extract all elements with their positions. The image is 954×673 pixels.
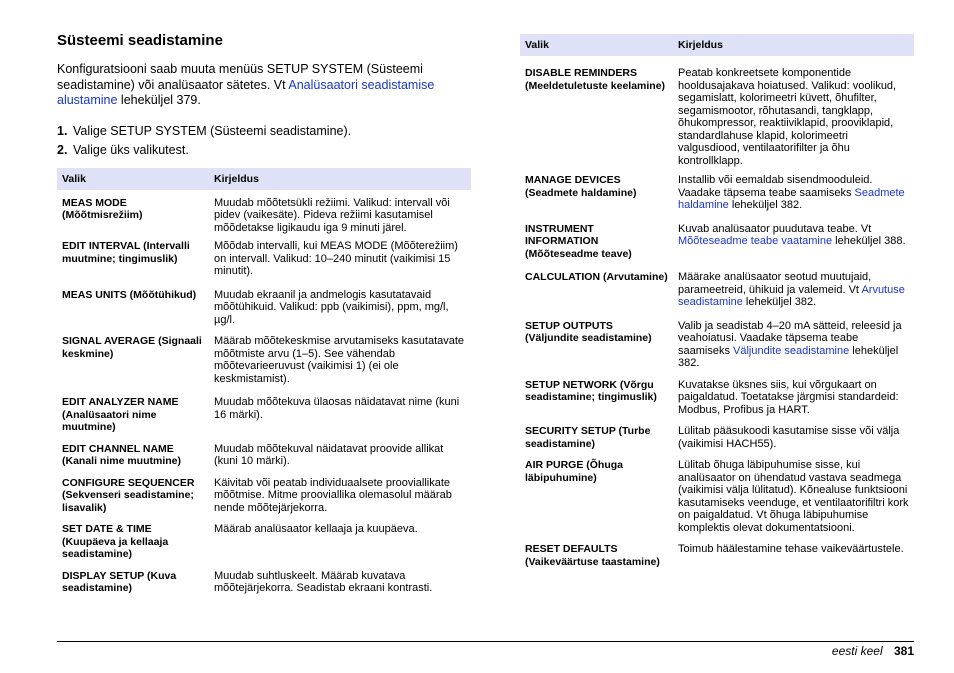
option-description: Muudab ekraanil ja andmelogis kasutatavaid mõõtühikuid. Valikud: ppb (vaikimisi), ppm, mg/l, µg/l. xyxy=(214,288,449,326)
option-description: Mõõdab intervalli, kui MEAS MODE (Mõõterežiim) on intervall. Valikud: 10–240 minutit (vaikimisi 15 minutit). xyxy=(214,240,458,277)
option-description xyxy=(673,212,914,261)
option-description xyxy=(673,260,914,309)
description-text: Kuvab analüsaator puudutava teabe. Vt xyxy=(678,222,872,235)
cross-reference-link[interactable]: Arvutuse seadistamine xyxy=(678,283,905,308)
step-text: Valige üks valikutest. xyxy=(73,142,189,157)
option-name: INSTRUMENT INFORMATION (Mõõteseadme teave) xyxy=(525,222,632,260)
description-text-after: leheküljel 382. xyxy=(728,199,803,211)
option-name: CALCULATION (Arvutamine) xyxy=(525,271,668,283)
description-text-after: leheküljel 382. xyxy=(742,296,817,308)
intro-text-after: leheküljel 379. xyxy=(117,93,201,107)
page-footer xyxy=(832,644,914,658)
steps-list xyxy=(57,123,471,158)
page-number: 381 xyxy=(893,644,914,658)
table-row xyxy=(57,326,471,385)
option-description: Lülitab õhuga läbipuhumise sisse, kui analüsaator on ühendatud vastava seadmega (vaikimisi välja lülitatud). Kõnealuse funktsiooni kasutamiseks veenduge, et ventilaatorifiltri kork on paigaldatud. Vt õhuga läbipuhumise komplektis olevat dokumentatsiooni. xyxy=(678,459,909,534)
option-description: Toimub häälestamine tehase vaikeväärtustele. xyxy=(678,543,904,555)
step-text: Valige SETUP SYSTEM (Süsteemi seadistamine). xyxy=(73,123,352,138)
table-row xyxy=(57,190,471,235)
description-text: Installib või eemaldab sisendmooduleid. Vaadake täpsema teabe saamiseks xyxy=(678,174,873,199)
intro-text: Konfiguratsiooni saab muuta menüüs SETUP SYSTEM (Süsteemi seadistamine) või analüsaator sätetes. Vt xyxy=(57,62,423,92)
options-table-left xyxy=(57,168,471,595)
description-text: Valib ja seadistab 4–20 mA sätteid, releesid ja veahoiatusi. Vaadake täpsema teabe saamiseks xyxy=(678,319,902,357)
footer-language: eesti keel xyxy=(831,644,883,658)
table-row xyxy=(520,309,914,370)
cross-reference-link[interactable]: Väljundite seadistamine xyxy=(733,344,850,357)
table-row xyxy=(57,434,471,468)
option-description: Muudab mõõtekuval näidatavat proovide allikat (kuni 10 märki). xyxy=(214,442,444,467)
option-description: Määrab mõõtekeskmise arvutamiseks kasutatavate mõõtmiste arvu (1–5). See vähendab mõõtevarieeruvust (vaikimisi 1) (ei ole keskmistamist). xyxy=(214,335,465,385)
option-description xyxy=(673,167,914,212)
step-number: 2. xyxy=(57,142,68,157)
table-row xyxy=(520,370,914,417)
option-name: SECURITY SETUP (Turbe seadistamine) xyxy=(525,425,651,450)
description-text-after: leheküljel 388. xyxy=(832,235,906,247)
table-row xyxy=(57,385,471,434)
option-name: MANAGE DEVICES (Seadmete haldamine) xyxy=(525,174,637,199)
option-description xyxy=(673,309,914,370)
cross-reference-link[interactable]: Mõõteseadme teabe vaatamine xyxy=(678,235,833,247)
header-description: Kirjeldus xyxy=(209,168,471,190)
description-text: Määrake analüsaator seotud muutujaid, parameetreid, ühikuid ja valemeid. Vt xyxy=(678,271,872,296)
option-name: MEAS MODE (Mõõtmisrežiim) xyxy=(62,196,143,221)
option-name: SETUP NETWORK (Võrgu seadistamine; tingimuslik) xyxy=(525,378,657,403)
table-row xyxy=(520,416,914,450)
option-name: DISPLAY SETUP (Kuva seadistamine) xyxy=(62,569,177,594)
option-name: RESET DEFAULTS (Vaikeväärtuse taastamine) xyxy=(525,543,660,568)
header-option: Valik xyxy=(520,34,673,56)
option-name: EDIT CHANNEL NAME (Kanali nime muutmine) xyxy=(62,442,182,467)
option-name: SETUP OUTPUTS (Väljundite seadistamine) xyxy=(525,319,652,344)
left-column xyxy=(57,32,471,595)
options-table-right xyxy=(520,34,914,568)
table-row xyxy=(520,56,914,167)
table-row xyxy=(57,234,471,278)
step-item xyxy=(57,142,471,158)
option-name: SET DATE & TIME (Kuupäeva ja kellaaja seadistamine) xyxy=(62,523,169,560)
option-name: MEAS UNITS (Mõõtühikud) xyxy=(62,288,197,301)
table-row xyxy=(57,561,471,595)
option-name: DISABLE REMINDERS (Meeldetuletuste keelamine) xyxy=(525,67,666,92)
header-description: Kirjeldus xyxy=(673,34,914,56)
table-row xyxy=(520,212,914,261)
option-description: Muudab mõõtetsükli režiimi. Valikud: intervall või pidev (vaikesäte). Pideva režiimi kasutamisel mõõdetakse ligikaudu iga 9 minuti järel. xyxy=(214,196,450,234)
right-column xyxy=(520,34,914,568)
description-text-after: leheküljel 382. xyxy=(678,344,899,369)
table-row xyxy=(520,167,914,212)
table-row xyxy=(57,514,471,561)
table-row xyxy=(57,278,471,327)
table-row xyxy=(57,468,471,515)
option-name: EDIT INTERVAL (Intervalli muutmine; tingimuslik) xyxy=(62,240,190,265)
intro-link[interactable]: Analüsaatori seadistamise alustamine xyxy=(57,77,435,107)
option-description: Peatab konkreetsete komponentide hooldusajakava hoiatused. Valikud: voolikud, segamislatt, kolorimeetri küvett, õhufilter, segamismootor, rõhutasandi, tangklapp, õhukompressor, reaktiiviklapid, prooviklapid, standardlahuse klapid, kolorimeetri valgusdiood, ventilaatorifilter ja õhu kontrollklapp. xyxy=(678,67,897,167)
footer-rule xyxy=(57,641,914,642)
section-heading: Süsteemi seadistamine xyxy=(57,32,223,49)
option-name: CONFIGURE SEQUENCER (Sekvenseri seadistamine; lisavalik) xyxy=(62,476,195,514)
intro-paragraph xyxy=(57,62,471,109)
option-description: Muudab suhtluskeelt. Määrab kuvatava mõõtejärjekorra. Seadistab ekraani kontrasti. xyxy=(214,569,433,594)
table-row xyxy=(520,534,914,568)
step-number: 1. xyxy=(57,123,68,138)
option-description: Käivitab või peatab individuaalsete prooviallikate mõõtmise. Mitme prooviallika olemasolul määrab nende mõõtejärjekorra. xyxy=(214,476,452,514)
option-description: Muudab mõõtekuva ülaosas näidatavat nime (kuni 16 märki). xyxy=(214,396,460,421)
table-row xyxy=(520,260,914,309)
cross-reference-link[interactable]: Seadmete haldamine xyxy=(678,186,905,211)
option-name: SIGNAL AVERAGE (Signaali keskmine) xyxy=(62,335,202,360)
step-item xyxy=(57,123,471,139)
table-row xyxy=(520,450,914,534)
option-name: AIR PURGE (Õhuga läbipuhumine) xyxy=(525,459,624,484)
option-description: Lülitab pääsukoodi kasutamise sisse või välja (vaikimisi HACH55). xyxy=(678,425,900,450)
option-description: Määrab analüsaator kellaaja ja kuupäeva. xyxy=(214,523,418,535)
header-option: Valik xyxy=(57,168,209,190)
option-name: EDIT ANALYZER NAME (Analüsaatori nime muutmine) xyxy=(62,396,179,433)
option-description: Kuvatakse üksnes siis, kui võrgukaart on paigaldatud. Toetatakse järgmisi standardeid: Modbus, Profibus ja HART. xyxy=(678,378,899,416)
